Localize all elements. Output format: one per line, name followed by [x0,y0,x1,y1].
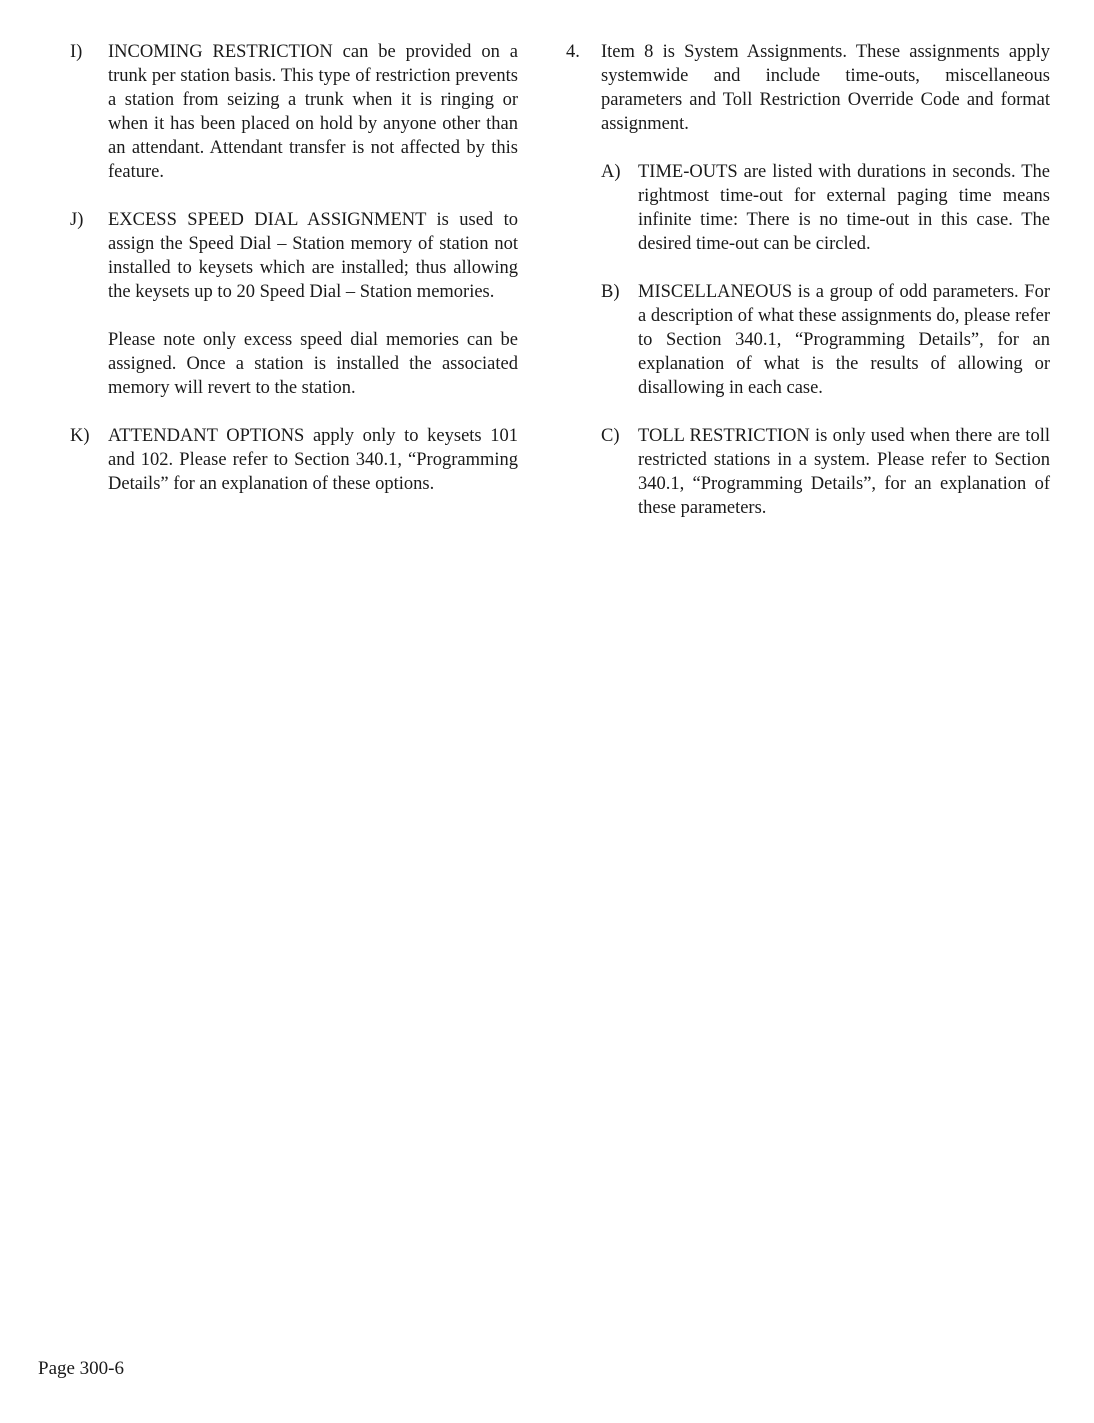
item-c-marker: C) [601,426,620,446]
right-column [566,40,1050,544]
item-b-marker: B) [601,282,620,302]
item-i [70,40,518,184]
item-b-text: MISCELLANEOUS is a group of odd parameters. For a description of what these assignments do, please refer to Section 340.1, “Programming Details”, for an explanation of what is the results of allowing or disallowing in each case. [638,282,1050,398]
item-c-text: TOLL RESTRICTION is only used when there are toll restricted stations in a system. Please refer to Section 340.1, “Programming Details”, for an explanation of these parameters. [638,426,1050,518]
item-j [70,208,518,304]
item-i-marker: I) [70,42,83,62]
item-j-marker: J) [70,210,84,230]
item-4 [566,40,1050,136]
item-a-text: TIME-OUTS are listed with durations in seconds. The rightmost time-out for external paging time means infinite time: There is no time-out in this case. The desired time-out can be circled. [638,162,1050,254]
item-a [566,160,1050,256]
speed-dial-note: Please note only excess speed dial memories can be assigned. Once a station is installed the associated memory will revert to the station. [108,330,518,398]
item-b [566,280,1050,400]
item-4-marker: 4. [566,42,580,62]
left-column [70,40,518,520]
item-a-marker: A) [601,162,621,182]
page-number: Page 300-6 [38,1358,125,1379]
item-4-text: Item 8 is System Assignments. These assignments apply systemwide and include time-outs, miscellaneous parameters and Toll Restriction Override Code and format assignment. [601,42,1050,134]
item-i-text: INCOMING RESTRICTION can be provided on a trunk per station basis. This type of restriction prevents a station from seizing a trunk when it is ringing or when it has been placed on hold by anyone other than an attendant. Attendant transfer is not affected by this feature. [108,42,518,182]
item-k-marker: K) [70,426,90,446]
item-j-text: EXCESS SPEED DIAL ASSIGNMENT is used to assign the Speed Dial – Station memory of station not installed to keysets which are installed; thus allowing the keysets up to 20 Speed Dial – Station memories. [108,210,518,302]
item-k-text: ATTENDANT OPTIONS apply only to keysets 101 and 102. Please refer to Section 340.1, “Programming Details” for an explanation of these options. [108,426,518,494]
item-k [70,424,518,496]
item-c [566,424,1050,520]
